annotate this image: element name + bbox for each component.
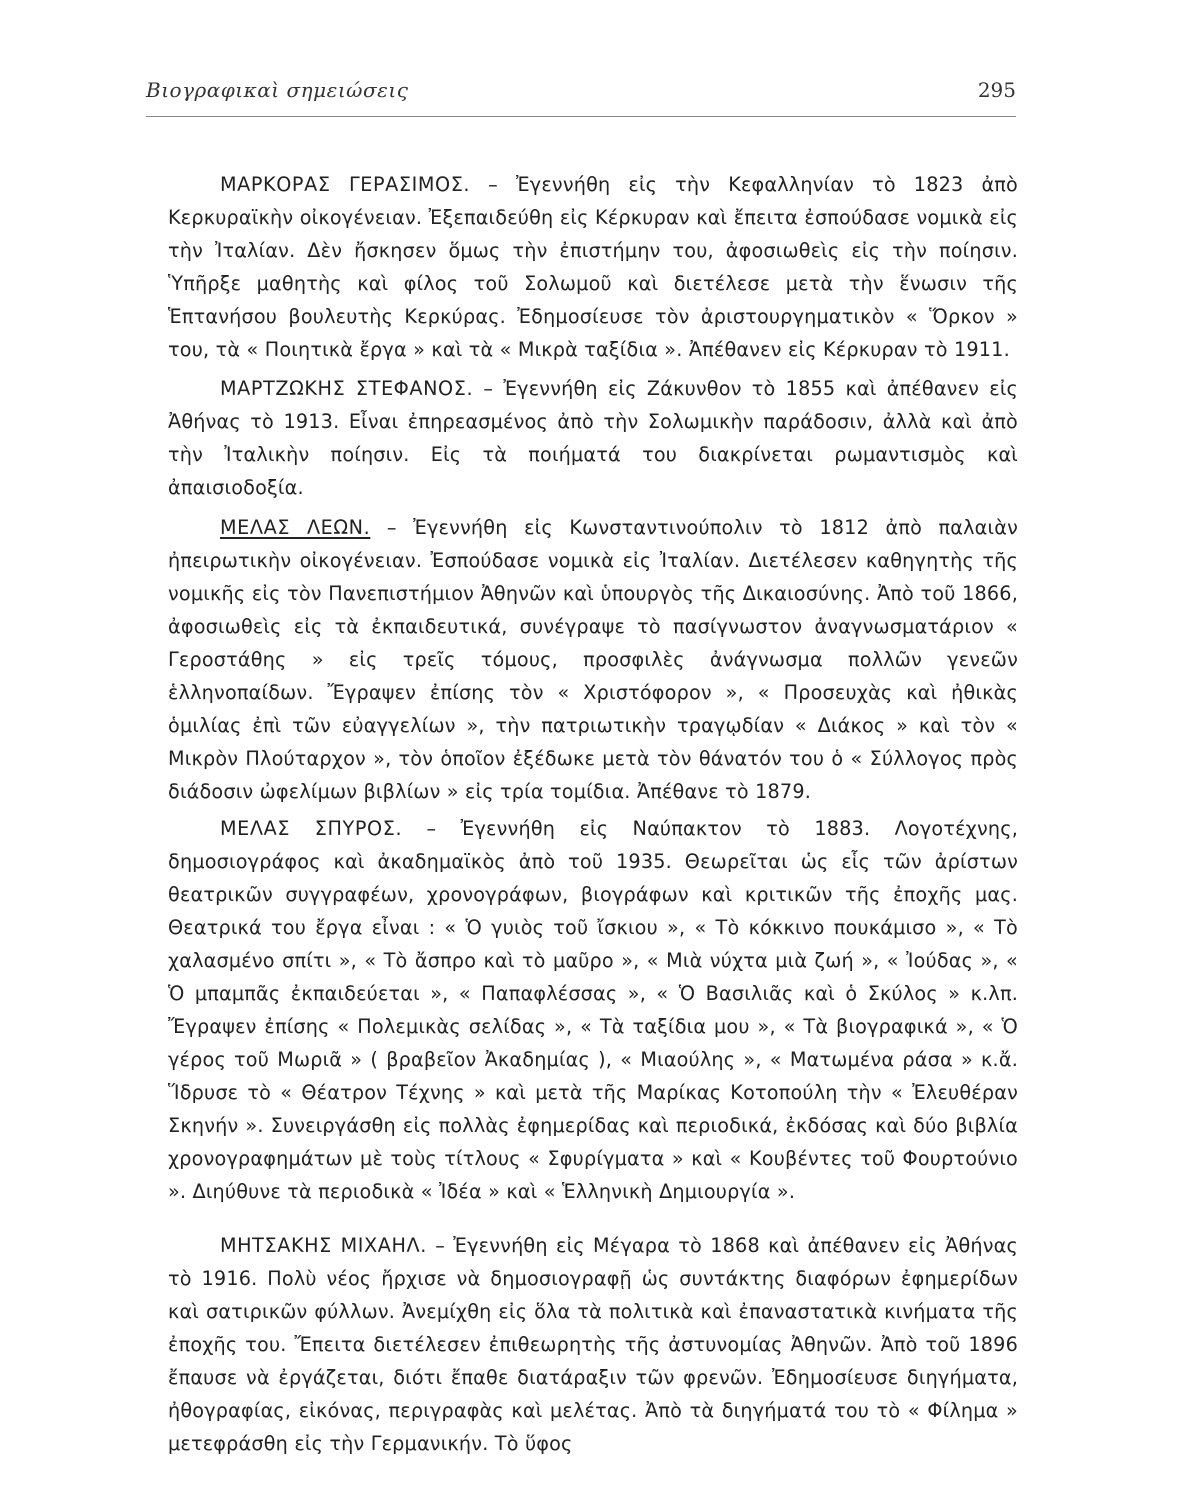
running-title: Βιογραφικαὶ σημειώσεις — [146, 78, 409, 102]
entry-name: ΜΕΛΑΣ ΛΕΩΝ. — [220, 516, 371, 540]
entry-text: – Ἐγεννήθη εἰς Ζάκυνθον τὸ 1855 καὶ ἀπέθανεν εἰς Ἀθήνας τὸ 1913. Εἶναι ἐπηρεασμένος ἀπὸ τὴν Σολωμικὴν παράδοσιν, ἀλλὰ καὶ ἀπὸ τὴν Ἰταλικὴν ποίησιν. Εἰς τὰ ποιήματά του διακρίνεται ρωμαντισμὸς καὶ ἀπαισιοδοξία. — [168, 377, 1018, 500]
entry-markoras — [168, 168, 1018, 366]
entry-name: ΜΗΤΣΑΚΗΣ ΜΙΧΑΗΛ. — [220, 1234, 427, 1258]
entry-text: – Ἐγεννήθη εἰς τὴν Κεφαλληνίαν τὸ 1823 ἀπὸ Κερκυραϊκὴν οἰκογένειαν. Ἐξεπαιδεύθη εἰς Κέρκυραν καὶ ἔπειτα ἐσπούδασε νομικὰ εἰς τὴν Ἰταλίαν. Δὲν ἤσκησεν ὅμως τὴν ἐπιστήμην του, ἀφοσιωθεὶς εἰς τὴν ποίησιν. Ὑπῆρξε μαθητὴς καὶ φίλος τοῦ Σολωμοῦ καὶ διετέλεσε μετὰ τὴν ἕνωσιν τῆς Ἑπτανήσου βουλευτὴς Κερκύρας. Ἐδημοσίευσε τὸν ἀριστουργηματικὸν « Ὅρκον » του, τὰ « Ποιητικὰ ἔργα » καὶ τὰ « Μικρὰ ταξίδια ». Ἀπέθανεν εἰς Κέρκυραν τὸ 1911. — [168, 173, 1018, 362]
entry-name: ΜΑΡΚΟΡΑΣ ΓΕΡΑΣΙΜΟΣ. — [220, 173, 471, 197]
entry-melas-leon — [168, 511, 1018, 808]
entry-name: ΜΑΡΤΖΩΚΗΣ ΣΤΕΦΑΝΟΣ. — [220, 377, 474, 401]
entry-melas-spyros — [168, 812, 1018, 1208]
page-number: 295 — [977, 78, 1016, 102]
entry-mitsakis — [168, 1229, 1018, 1460]
running-head — [146, 70, 1016, 110]
entry-name: ΜΕΛΑΣ ΣΠΥΡΟΣ. — [220, 817, 403, 841]
entry-text: – Ἐγεννήθη εἰς Κωνσταντινούπολιν τὸ 1812 ἀπὸ παλαιὰν ἠπειρωτικὴν οἰκογένειαν. Ἐσπούδασε νομικὰ εἰς Ἰταλίαν. Διετέλεσεν καθηγητὴς τῆς νομικῆς εἰς τὸν Πανεπιστήμιον Ἀθηνῶν καὶ ὑπουργὸς τῆς Δικαιοσύνης. Ἀπὸ τοῦ 1866, ἀφοσιωθεὶς εἰς τὰ ἐκπαιδευτικά, συνέγραψε τὸ πασίγνωστον ἀναγνωσματάριον « Γεροστάθης » εἰς τρεῖς τόμους, προσφιλὲς ἀνάγνωσμα πολλῶν γενεῶν ἑλληνοπαίδων. Ἔγραψεν ἐπίσης τὸν « Χριστόφορον », « Προσευχὰς καὶ ἠθικὰς ὁμιλίας ἐπὶ τῶν εὐαγγελίων », τὴν πατριωτικὴν τραγῳδίαν « Διάκος » καὶ τὸν « Μικρὸν Πλούταρχον », τὸν ὁποῖον ἐξέδωκε μετὰ τὸν θάνατόν του ὁ « Σύλλογος πρὸς διάδοσιν ὠφελίμων βιβλίων » εἰς τρία τομίδια. Ἀπέθανε τὸ 1879. — [168, 516, 1018, 804]
entry-martzokis — [168, 372, 1018, 504]
header-rule — [146, 116, 1016, 117]
entry-text: – Ἐγεννήθη εἰς Ναύπακτον τὸ 1883. Λογοτέχνης, δημοσιογράφος καὶ ἀκαδημαϊκὸς ἀπὸ τοῦ 1935. Θεωρεῖται ὡς εἷς τῶν ἀρίστων θεατρικῶν συγγραφέων, χρονογράφων, βιογράφων καὶ κριτικῶν τῆς ἐποχῆς μας. Θεατρικά του ἔργα εἶναι : « Ὁ γυιὸς τοῦ ἴσκιου », « Τὸ κόκκινο πουκάμισο », « Τὸ χαλασμένο σπίτι », « Τὸ ἄσπρο καὶ τὸ μαῦρο », « Μιὰ νύχτα μιὰ ζωή », « Ἰούδας », « Ὁ μπαμπᾶς ἐκπαιδεύεται », « Παπαφλέσσας », « Ὁ Βασιλιᾶς καὶ ὁ Σκύλος » κ.λπ. Ἔγραψεν ἐπίσης « Πολεμικὰς σελίδας », « Τὰ ταξίδια μου », « Τὰ βιογραφικά », « Ὁ γέρος τοῦ Μωριᾶ » ( βραβεῖον Ἀκαδημίας ), « Μιαούλης », « Ματωμένα ράσα » κ.ἄ. Ἵδρυσε τὸ « Θέατρον Τέχνης » καὶ μετὰ τῆς Μαρίκας Κοτοπούλη τὴν « Ἐλευθέραν Σκηνήν ». Συνειργάσθη εἰς πολλὰς ἐφημερίδας καὶ περιοδικά, ἐκδόσας καὶ δύο βιβλία χρονογραφημάτων μὲ τοὺς τίτλους « Σφυρίγματα » καὶ « Κουβέντες τοῦ Φουρτούνιο ». Διηύθυνε τὰ περιοδικὰ « Ἰδέα » καὶ « Ἑλληνικὴ Δημιουργία ». — [168, 817, 1018, 1204]
entry-text: – Ἐγεννήθη εἰς Μέγαρα τὸ 1868 καὶ ἀπέθανεν εἰς Ἀθήνας τὸ 1916. Πολὺ νέος ἤρχισε νὰ δημοσιογραφῇ ὡς συντάκτης διαφόρων ἐφημερίδων καὶ σατιρικῶν φύλλων. Ἀνεμίχθη εἰς ὅλα τὰ πολιτικὰ καὶ ἐπαναστατικὰ κινήματα τῆς ἐποχῆς του. Ἔπειτα διετέλεσεν ἐπιθεωρητὴς τῆς ἀστυνομίας Ἀθηνῶν. Ἀπὸ τοῦ 1896 ἔπαυσε νὰ ἐργάζεται, διότι ἔπαθε διατάραξιν τῶν φρενῶν. Ἐδημοσίευσε διηγήματα, ἠθογραφίας, εἰκόνας, περιγραφὰς καὶ μελέτας. Ἀπὸ τὰ διηγήματά του τὸ « Φίλημα » μετεφράσθη εἰς τὴν Γερμανικήν. Τὸ ὕφος — [168, 1234, 1018, 1456]
